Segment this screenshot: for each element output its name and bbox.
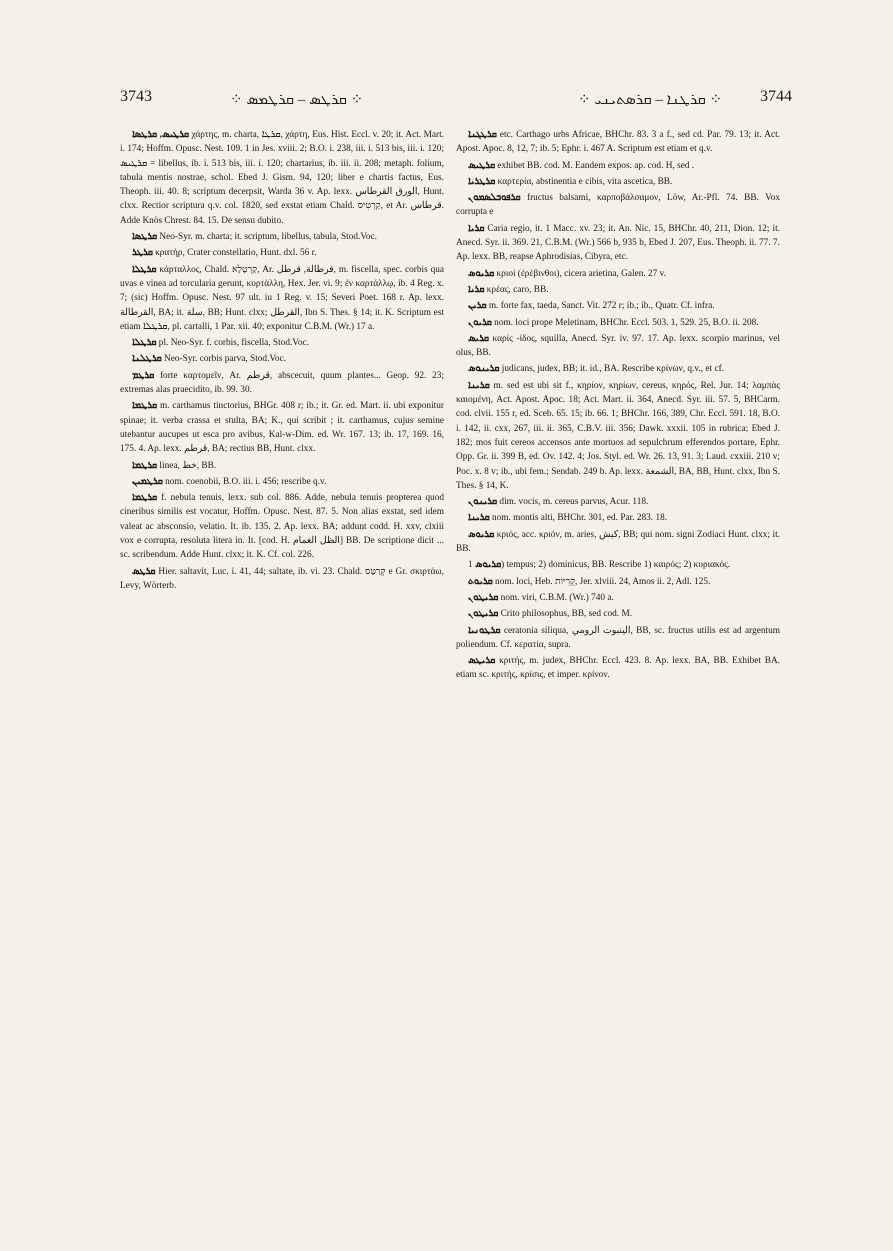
entry-text: Neo-Syr. m. charta; it. scriptum, libellus, tabula, Stod.Voc.: [157, 232, 377, 243]
entry-text: m. forte fax, taeda, Sanct. Vit. 272 r; ib.; ib., Quatr. Cf. infra.: [486, 301, 715, 312]
entry-text: nom. loci, Heb. קְרִיּוֹת, Jer. xlviii. 24, Amos ii. 2, Adl. 125.: [492, 576, 711, 587]
entry-headword: ܩܪܛܠܐ: [132, 264, 157, 275]
dictionary-entry: [120, 459, 444, 473]
left-running-head: ⁘ ܩܪܛܣ – ܩܪܛܡܣ ⁘: [230, 92, 364, 108]
entry-headword: ܩܪܝܘܬ: [468, 576, 493, 587]
left-page-number: 3743: [120, 88, 152, 105]
entry-headword: ܩܪܝܐ: [468, 223, 485, 234]
dictionary-entry: [456, 362, 780, 376]
entry-text: κάρταλλος, Chald. קַרְטָלָא, Ar. قرطالة, قرطل, m. fiscella, spec. corbis qua uvas e vinea ad torcularia gerunt, κυρτάλλη, Hex. Jer. vi. 9; ἐν καρτάλλῳ, ib. 4 Reg. x. 7; (sic) Hoffm. Opusc. Nest. 97 ult. iu 1 Reg. v. 15; Severi Poet. 168 r. Ap. lexx. القرطالة, BA; it. سلة, BB; Hunt. clxx; القرطل, Ibn S. Thes. § 14; it. K. Scriptum est etiam ܩܪܛܠܐ, pl. cartalli, 1 Par. xii. 40; exponitur C.B.M. (Wr.) 17 a.: [120, 264, 444, 332]
entry-text: χάρτης, m. charta, ܩܪܛܐ, χάρτη, Eus. Hist. Eccl. v. 20; it. Act. Mart. i. 174; Hoffm. Opusc. Nest. 109. 1 in Jes. xviii. 2; B.O. i. 238, iii. i. 513 bis, iii. i. 120; ܩܪܛܝܣ = libellus, ib. i. 513 bis, iii. i. 120; chartarius, ib. iii. ii. 208; metaph. folium, tabula mentis nostrae, schol. Ebed J. Gism. 94, 120; liber e chartis factus, Eus. Theoph. iii. 40. 8; scriptum decerpsit, Warda 36 v. Ap. lexx. الورق القرطاس, Hunt. clxx. Rectior scriptura q.v. col. 1820, sed exstat etiam Chald. קַרְטִיס, et Ar. قرطاس. Adde Knös Chrest. 84. 15. De sensu dubito.: [120, 130, 444, 226]
entry-text: nom. loci prope Meletinam, BHChr. Eccl. 503. 1, 529. 25, B.O. ii. 208.: [491, 317, 759, 328]
entry-headword: ܩܪܛܡܝܢ: [132, 476, 163, 487]
entry-headword: ܩܪܝܢܐ: [468, 380, 490, 391]
entry-headword: ܩܪܝܢ: [468, 301, 487, 312]
entry-headword: ܩܪܝܢܘܣ: [468, 364, 500, 375]
entry-text: pl. Neo-Syr. f. corbis, fiscella, Stod.Voc.: [156, 338, 309, 349]
entry-text: κρατήρ, Crater constellatio, Hunt. dxl. 56 r.: [152, 248, 317, 259]
dictionary-entry: [456, 495, 780, 509]
entry-text: dim. vocis, m. cereus parvus, Acur. 118.: [497, 497, 649, 508]
entry-text: exhibet BB. cod. M. Eandem expos. ap. cod. H, sed .: [495, 160, 695, 171]
entry-text: m. sed est ubi sit f., κηρίον, κηρίων, cereus, κηρός, Rel. Jur. 14; λαμπὰς καιομένη, Act. Apost. Apoc. 18; Act. Mart. ii. 364, Anecd. Syr. iii. 57. 5, BHCarm. cod. clvii. 155 r, ed. Sceb. 65. 15; ib. 66. 1; BHChr. 166, 389, Chr. Eccl. 591. 18, B.O. i. 142, ii. cxx, 267, iii. ii. 365, C.B.V. iii. 356; Dawk. xxxii. 105 in rubrica; Ebed J. 182; mos fuit cereos accensos ante mortuos ad sepulchrum efferendos portare, Ephr. Opp. Gr. ii. 399 B, ed. Ov. 142. 4; Jos. Styl. ed. Wr. 26. 13, 91. 3; Laud. cxxiii. 210 v; Poc. x. 8 v; ib., ubi fem.; Sendab. 249 b. Ap. lexx. الشمعة, BA, BB, Hunt. clxx, Ibn S. Thes. § 14, K.: [456, 380, 781, 491]
entry-text: f. nebula tenuis, lexx. sub col. 886. Adde, nebula tenuis propterea quod cineribus similis est vocatur, Hoffm. Opusc. Nest. 87. 5. Non alias exstat, sed idem valeat ac absconsio, velatio. It. ib. 135. 2. Ap. lexx. BA; addunt codd. H. xxv, clxiii vox e corrupta, resoluta litera in. It. [cod. H. الظل الغمام] BB. De scriptione dicit ... sc. scribendum. Adde Hunt. clxx; it. K. Cf. col. 226.: [120, 493, 444, 561]
entry-text: κριτής, m. judex, BHChr. Eccl. 423. 8. Ap. lexx. BA, BB. Exhibet BA. etiam sc. κριτής, κρίσις, et imper. κρίνον.: [456, 656, 780, 681]
entry-text: καρίς -ίδος, squilla, Anecd. Syr. iv. 97. 17. Ap. lexx. scorpio marinus, vel olus, BB.: [456, 333, 780, 359]
entry-text: fructus balsami, καρποβάλσαμον, Löw, Ar.-Pfl. 74. BB. Vox corrupta e: [456, 193, 780, 218]
entry-headword: ܩܪܛܣܐ: [132, 232, 158, 243]
dictionary-entry: [456, 624, 780, 653]
entry-text: Crito philosophus, BB, sed cod. M.: [498, 609, 633, 620]
entry-headword: ܩܪܝܢܘܢ: [468, 497, 498, 508]
dictionary-entry: [120, 475, 444, 489]
entry-headword: ܩܪܛܡ: [132, 370, 155, 381]
dictionary-entry: [120, 352, 444, 366]
dictionary-entry: [456, 511, 780, 525]
dictionary-entry: [456, 379, 780, 493]
entry-headword: ܩܪܛܝܣ, ܩܪܛܣܐ: [132, 130, 189, 140]
entry-headword: ܩܪܝܘܢ: [468, 317, 492, 328]
dictionary-entry: [120, 565, 444, 594]
right-running-head: ⁘ ܩܪܛܢܐ – ܩܪܣܬܝܢܝ ⁘: [578, 92, 723, 108]
entry-headword: ܩܪܛܪܝܐ: [468, 176, 496, 187]
entry-text: nom. viri, C.B.M. (Wr.) 740 a.: [498, 592, 614, 603]
dictionary-entry: [456, 267, 780, 281]
entry-text: nom. coenobii, B.O. iii. i. 456; rescribe q.v.: [162, 476, 327, 487]
dictionary-entry: [120, 336, 444, 350]
entry-headword: ܩܪܝܘܣ: [468, 529, 495, 540]
entry-headword: ܩܪܝܐ: [468, 284, 485, 295]
entry-headword: ܩܪܝܛܘܢ: [468, 592, 499, 603]
entry-headword: ܩܪܛܣ: [132, 566, 156, 577]
entry-text: 1) tempus; 2) dominicus, BB. Rescribe 1) καιρός; 2) κυριακός.: [468, 560, 731, 571]
dictionary-entry: [456, 332, 780, 361]
dictionary-entry: [456, 222, 780, 265]
entry-text: κριός, acc. κριόν, m. aries, كبش, BB; qui nom. signi Zodiaci Hunt. clxx; it. BB.: [456, 529, 780, 555]
dictionary-entry: [456, 299, 780, 313]
dictionary-entry: [456, 191, 780, 220]
dictionary-entry: [456, 558, 780, 572]
dictionary-entry: [456, 159, 780, 173]
dictionary-entry: [456, 575, 780, 589]
right-page-number: 3744: [760, 88, 792, 105]
entry-headword: ܩܪܝܛܣ: [468, 656, 496, 667]
dictionary-entry: [120, 246, 444, 260]
entry-text: forte καρτομεῖν, Ar. قرطم, abscecuit, quum plantes... Geop. 92. 23; extremas alas praecidito, ib. 99. 30.: [120, 370, 444, 396]
right-column: [456, 128, 780, 685]
entry-headword: ܩܪܛܘܢܝܐ: [468, 625, 501, 636]
entry-headword: ܩܪܛܡܐ: [132, 401, 158, 412]
dictionary-entry: [456, 528, 780, 557]
entry-headword: ܩܪܛܡܐ: [132, 493, 158, 504]
dictionary-entry: [456, 654, 780, 683]
entry-text: κρέας, caro, BB.: [484, 284, 549, 295]
entry-headword: ܩܪܝܘܣ: [468, 268, 495, 279]
left-column: [120, 128, 444, 595]
entry-headword: ܩܪܛܠܐ: [132, 338, 157, 349]
entry-text: Neo-Syr. corbis parva, Stod.Voc.: [161, 354, 287, 365]
dictionary-entry: [120, 491, 444, 562]
dictionary-entry: [120, 128, 444, 228]
entry-headword: ܩܪܛܪ: [132, 248, 153, 259]
dictionary-entry: [456, 591, 780, 605]
entry-headword: ܩܪܝܣ: [468, 333, 489, 344]
entry-headword: ܩܪܝܛܘܢ: [468, 609, 499, 620]
entry-headword: ܩܪܛܡܐ: [132, 460, 158, 471]
dictionary-entry: [456, 128, 780, 157]
entry-text: κριοί (ἐρέβινθοι), cicera arietina, Galen. 27 v.: [494, 268, 666, 279]
dictionary-entry: [456, 175, 780, 189]
entry-headword: ܩܪܦܘܒܠܣܡܘܢ: [468, 193, 521, 204]
entry-text: m. carthamus tinctorius, BHGr. 408 r; ib.; it. Gr. ed. Mart. ii. ubi exponitur spinae; it. verba crassa et stulta, BA; K., qui scribit ; it. carthamus, cujus semine utebantur aucupes ut esca pro avibus, Kal-w-Dim. ed. Wr. 167. 13; ib. 17, 169. 16, 175. 4. Ap. lexx. قرطم, BA; rectius BB, Hunt. clxx.: [120, 401, 444, 455]
dictionary-entry: [120, 369, 444, 398]
dictionary-entry: [120, 399, 444, 456]
entry-text: ceratonia siliqua, الينبوت الرومي, BB, sc. fructus utilis est ad argentum poliendum. Cf. κερατία, supra.: [456, 625, 780, 650]
entry-text: nom. montis alti, BHChr. 301, ed. Par. 283. 18.: [489, 513, 668, 524]
dictionary-entry: [456, 607, 780, 621]
entry-headword: ܩܪܛܠܢܐ: [132, 354, 162, 365]
dictionary-entry: [120, 230, 444, 244]
entry-headword: ܩܪܝܘܣ: [474, 560, 502, 571]
dictionary-entry: [456, 316, 780, 330]
dictionary-entry: [120, 263, 444, 334]
entry-text: Hier. saltavit, Luc. i. 41, 44; saltate, ib. vi. 23. Chald. קְרַטַּס e Gr. σκιρτάω, Levy, Wörterb.: [120, 566, 445, 591]
entry-text: judicans, judex, BB; it. id., BA. Rescribe κρίνων, q.v., et cf.: [499, 364, 724, 375]
entry-headword: ܩܪܝܢܐ: [468, 513, 490, 524]
entry-text: etc. Carthago urbs Africae, BHChr. 83. 3 a f., sed cd. Par. 79. 13; it. Act. Apost. Apoc. 8, 12, 7; ib. 5; Ephr. i. 467 A. Scriptum est etiam et q.v.: [456, 130, 780, 155]
entry-text: καρτερία, abstinentia e cibis, vita ascetica, BB.: [495, 176, 673, 187]
dictionary-entry: [456, 283, 780, 297]
entry-text: linea, خط, BB.: [157, 460, 217, 471]
entry-headword: ܩܪܛܝܣ: [468, 160, 496, 171]
entry-headword: ܩܪܛܓܢܐ: [468, 130, 497, 140]
entry-text: Caria regio, it. 1 Macc. xv. 23; it. An. Nic. 15, BHChr. 40, 211, Dion. 12; it. Anecd. Syr. ii. 369. 21, C.B.M. (Wr.) 566 b, 935 b, Ebed J. 207, Eus. Theoph. ii. 77. 7. Ap. lexx. BB, reapse Aphrodisias, Cibyra, etc.: [456, 223, 780, 263]
